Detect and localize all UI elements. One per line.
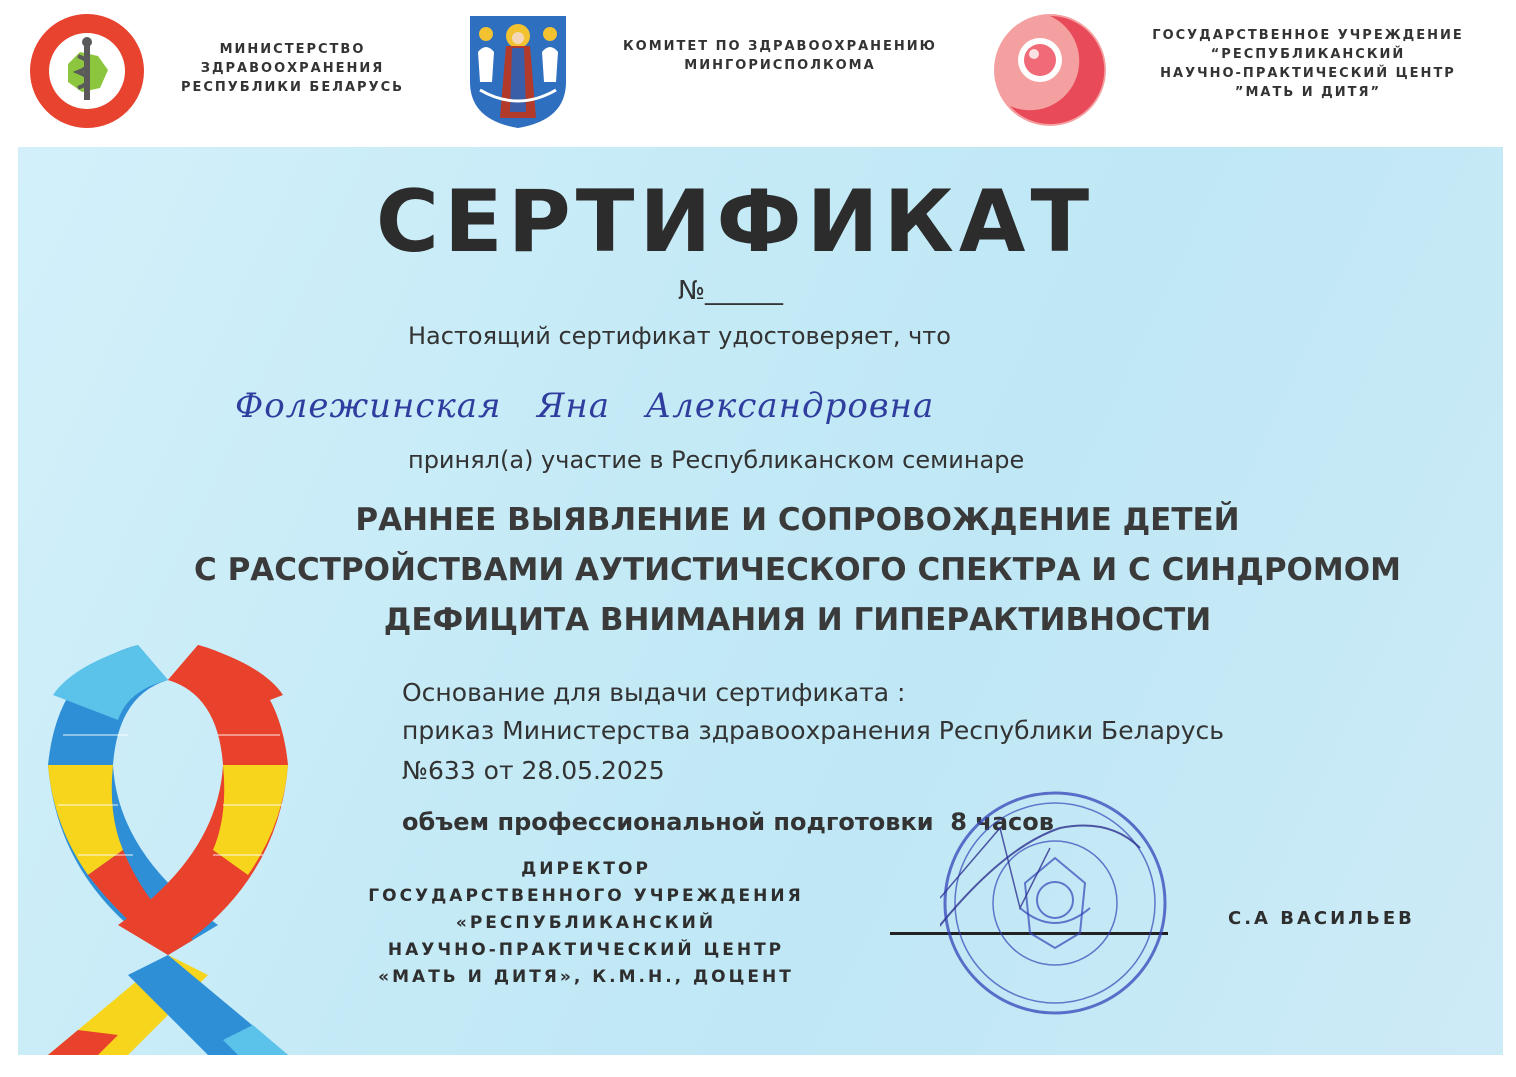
ministry-logo xyxy=(28,12,146,130)
basis-label: Основание для выдачи сертификата : xyxy=(402,678,906,707)
participation-text: принял(а) участие в Республиканском семинаре xyxy=(408,446,1025,474)
seminar-title: РАННЕЕ ВЫЯВЛЕНИЕ И СОПРОВОЖДЕНИЕ ДЕТЕЙ С РАССТРОЙСТВАМИ АУТИСТИЧЕСКОГО СПЕКТРА И С СИНДРОМОМ ДЕФИЦИТА ВНИМАНИЯ И ГИПЕРАКТИВНОСТИ xyxy=(194,502,1401,638)
puzzle-ribbon-illustration xyxy=(18,625,318,1055)
official-stamp xyxy=(940,788,1170,1018)
mother-and-child-logo xyxy=(990,10,1110,130)
participant-name: Фолежинская Яна Александровна xyxy=(235,386,935,426)
certificate-number: №______ xyxy=(678,276,784,306)
signer-name: С.А ВАСИЛЬЕВ xyxy=(1228,908,1415,929)
center-name: ГОСУДАРСТВЕННОЕ УЧРЕЖДЕНИЕ “РЕСПУБЛИКАНСКИЙ НАУЧНО-ПРАКТИЧЕСКИЙ ЦЕНТР ”МАТЬ И ДИТЯ” xyxy=(1152,28,1464,100)
committee-name: КОМИТЕТ ПО ЗДРАВООХРАНЕНИЮ МИНГОРИСПОЛКОМА xyxy=(623,39,937,73)
ministry-name: МИНИСТЕРСТВО ЗДРАВООХРАНЕНИЯ РЕСПУБЛИКИ БЕЛАРУСЬ xyxy=(180,42,405,95)
certificate-title: СЕРТИФИКАТ xyxy=(375,172,1095,272)
intro-text: Настоящий сертификат удостоверяет, что xyxy=(408,322,951,350)
basis-order: приказ Министерства здравоохранения Республики Беларусь xyxy=(402,716,1225,745)
training-volume: объем профессиональной подготовки 8 часов xyxy=(402,808,1054,836)
basis-number: №633 от 28.05.2025 xyxy=(402,756,665,785)
director-title: ДИРЕКТОР ГОСУДАРСТВЕННОГО УЧРЕЖДЕНИЯ «РЕСПУБЛИКАНСКИЙ НАУЧНО-ПРАКТИЧЕСКИЙ ЦЕНТР «МАТЬ И ДИТЯ», К.М.Н., ДОЦЕНТ xyxy=(368,859,804,987)
minsk-coat-of-arms xyxy=(466,12,570,130)
